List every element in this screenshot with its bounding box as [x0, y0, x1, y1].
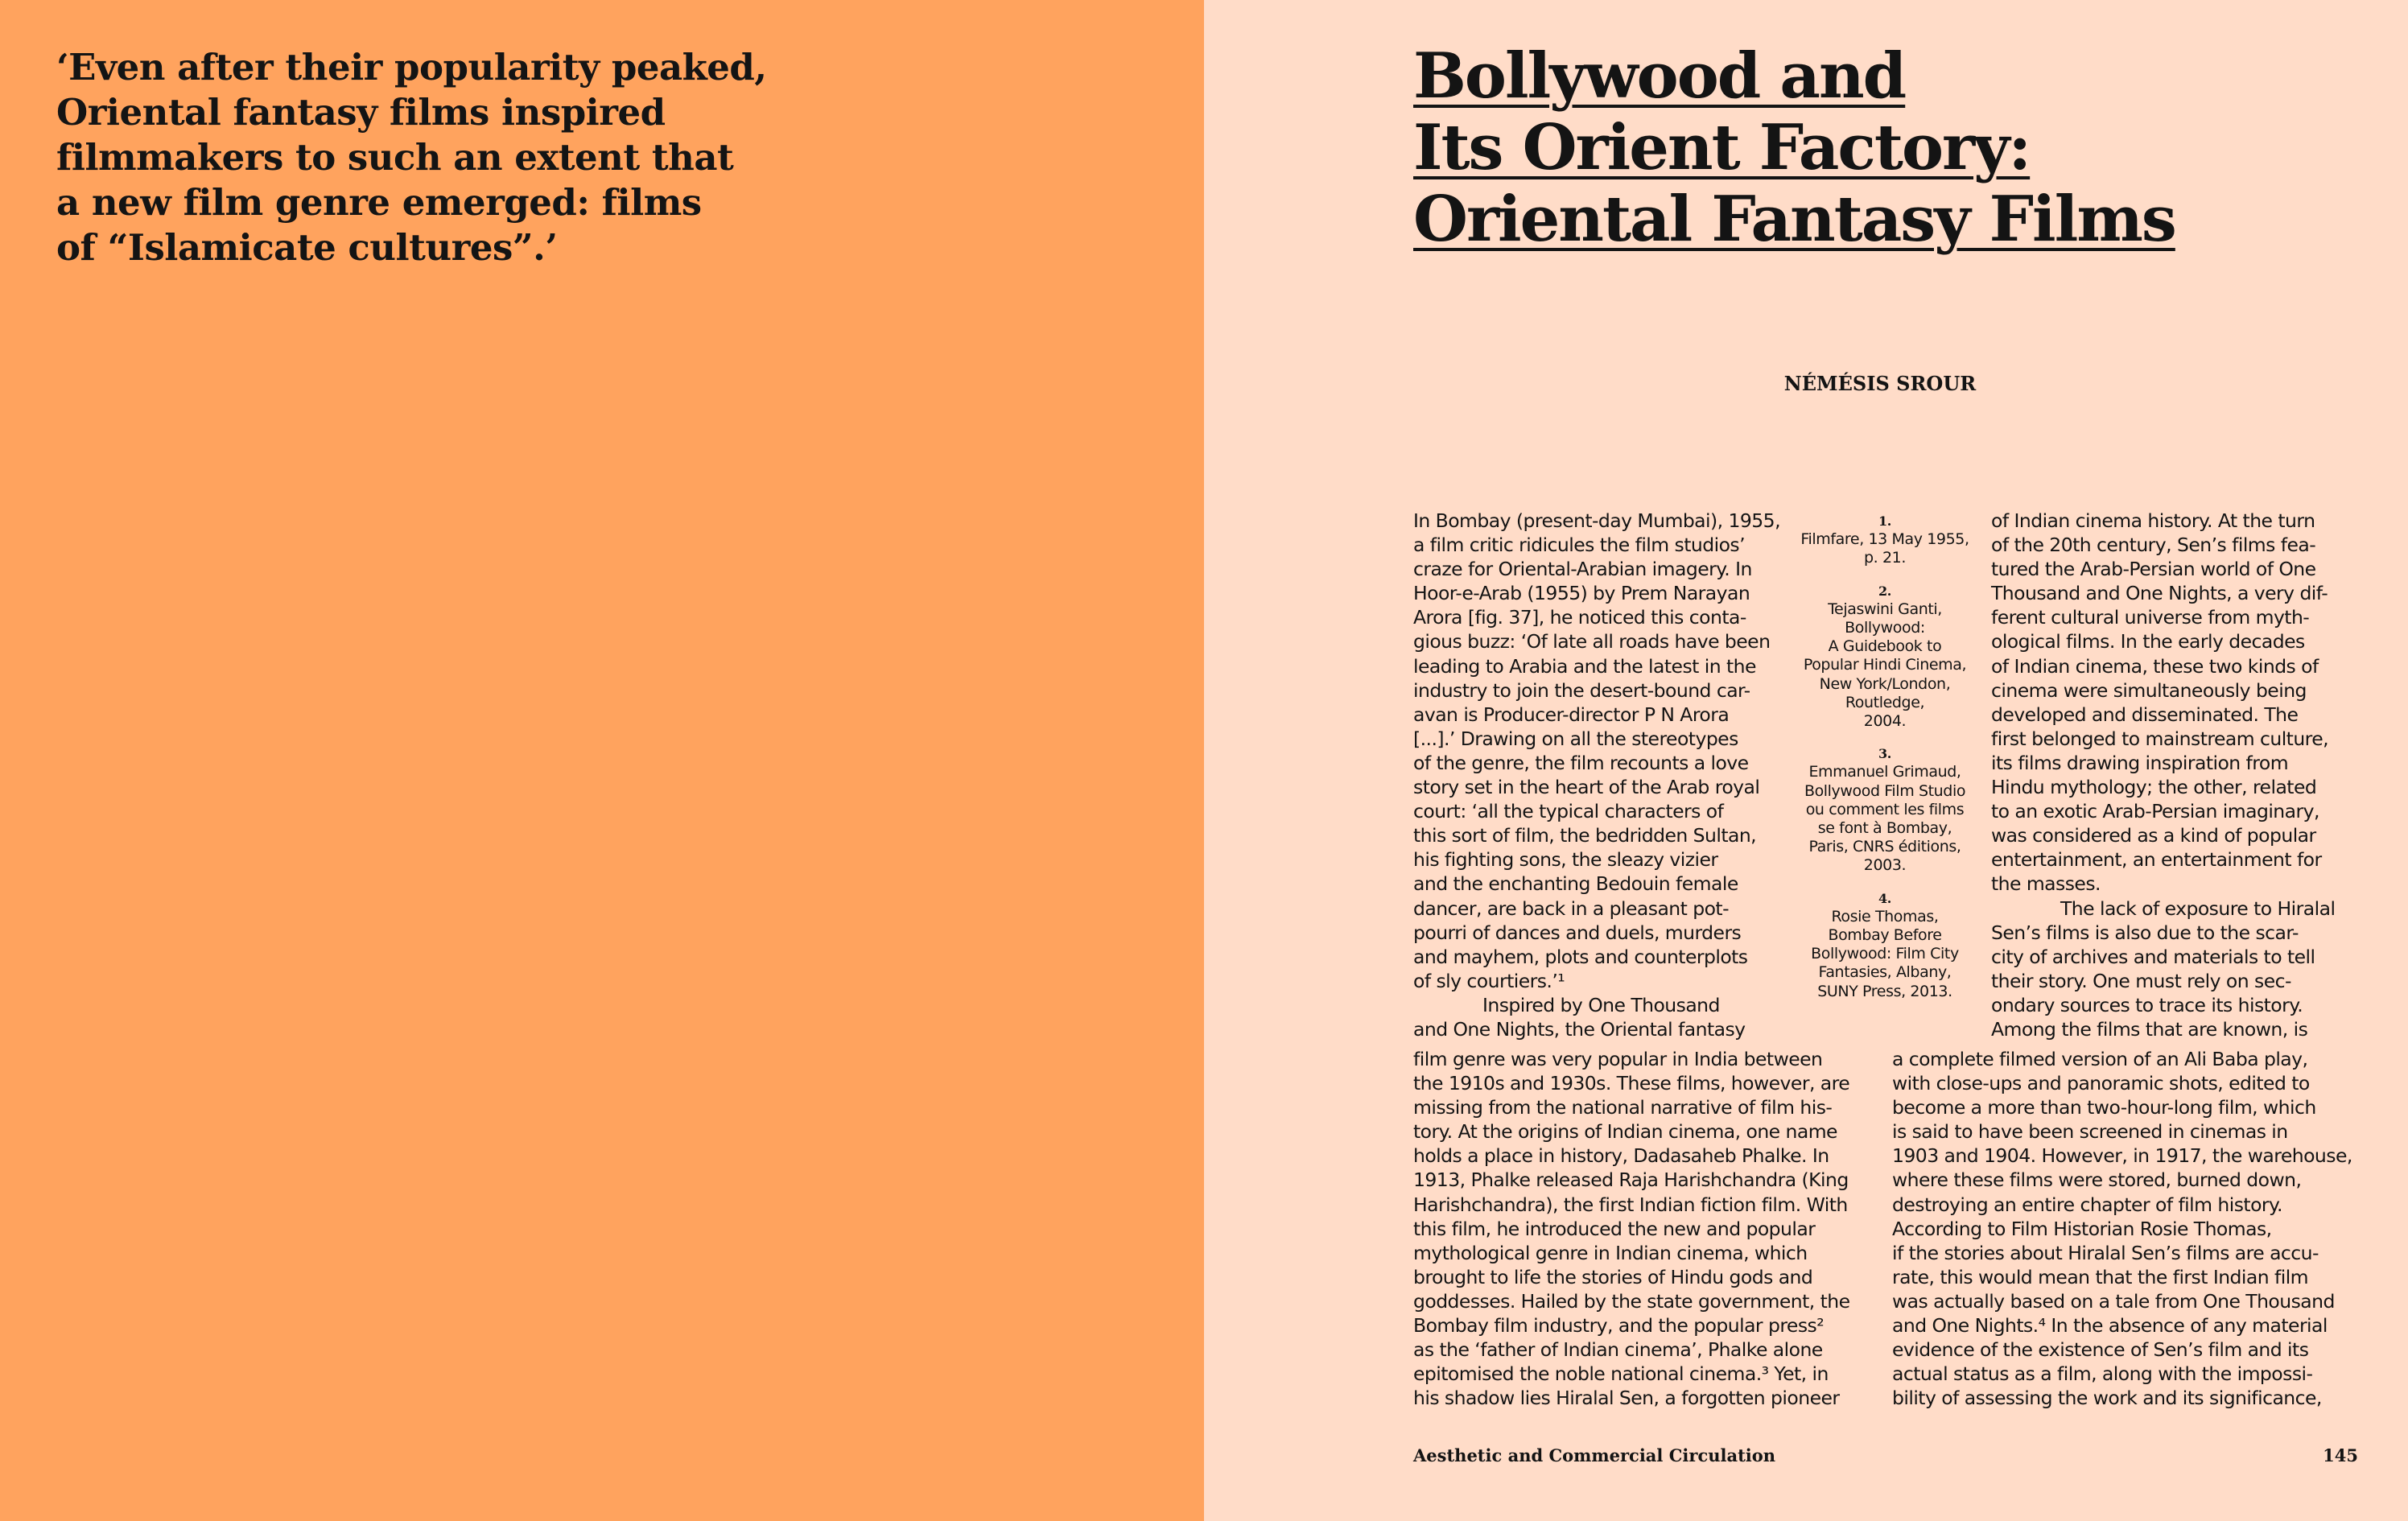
text-line: cinema were simultaneously being: [1991, 678, 2307, 702]
text-line: of Indian cinema history. At the turn: [1991, 509, 2315, 532]
pull-quote-line: filmmakers to such an extent that: [56, 136, 734, 179]
footnote-number: 1.: [1878, 513, 1891, 529]
text-line: and One Nights, the Oriental fantasy: [1413, 1017, 1746, 1041]
footnotes-column: [1790, 512, 1980, 1015]
footnote-line: Bollywood: Film City: [1811, 945, 1959, 963]
article-title: [1413, 40, 2299, 255]
text-line: craze for Oriental-Arabian imagery. In: [1413, 558, 1752, 581]
text-line: Inspired by One Thousand: [1482, 993, 1720, 1016]
text-line: first belonged to mainstream culture,: [1991, 727, 2329, 750]
text-line: goddesses. Hailed by the state government, the: [1413, 1289, 1850, 1313]
text-line: brought to life the stories of Hindu gods and: [1413, 1265, 1813, 1288]
text-line: Sen’s films is also due to the scar-: [1991, 921, 2299, 944]
text-line: actual status as a film, along with the impossi-: [1892, 1362, 2313, 1386]
footnote: [1790, 744, 1980, 875]
text-line: Hoor-e-Arab (1955) by Prem Narayan: [1413, 582, 1750, 605]
text-line: was considered as a kind of popular: [1991, 824, 2316, 847]
footnote-line: 2003.: [1863, 856, 1907, 875]
footnote-line: Bombay Before: [1828, 926, 1942, 945]
text-line: [...].’ Drawing on all the stereotypes: [1413, 727, 1738, 750]
text-line: of the genre, the film recounts a love: [1413, 751, 1749, 774]
text-line: According to Film Historian Rosie Thomas,: [1892, 1217, 2272, 1240]
footnote-line: Fantasies, Albany,: [1818, 963, 1952, 982]
text-line: industry to join the desert-bound car-: [1413, 678, 1750, 702]
text-line: pourri of dances and duels, murders: [1413, 921, 1742, 944]
footnote: [1790, 582, 1980, 732]
title-line: Bollywood and: [1413, 39, 1906, 113]
text-line: court: ‘all the typical characters of: [1413, 800, 1724, 823]
text-line: In Bombay (present-day Mumbai), 1955,: [1413, 509, 1780, 532]
footnote-line: SUNY Press, 2013.: [1817, 982, 1952, 1000]
footnote-line: Popular Hindi Cinema,: [1803, 656, 1967, 674]
text-line: Bombay film industry, and the popular press²: [1413, 1314, 1825, 1338]
footnote-line: New York/London,: [1819, 674, 1951, 693]
text-line: The lack of exposure to Hiralal: [2060, 897, 2336, 920]
title-line: Oriental Fantasy Films: [1413, 183, 2175, 256]
text-line: rate, this would mean that the first Indian film: [1892, 1265, 2309, 1288]
text-line: the 1910s and 1930s. These films, however, are: [1413, 1072, 1850, 1095]
footnote-line: Tejaswini Ganti,: [1828, 600, 1942, 618]
footnote-number: 3.: [1878, 746, 1891, 762]
text-line: and the enchanting Bedouin female: [1413, 872, 1738, 896]
text-line: leading to Arabia and the latest in the: [1413, 654, 1756, 678]
text-line: ferent cultural universe from myth-: [1991, 606, 2310, 629]
text-line: tured the Arab-Persian world of One: [1991, 558, 2316, 581]
footnote-line: A Guidebook to: [1828, 637, 1942, 656]
footnote-number: 4.: [1878, 890, 1891, 906]
text-line: his fighting sons, the sleazy vizier: [1413, 848, 1718, 872]
text-line: the masses.: [1991, 872, 2101, 896]
text-line: as the ‘father of Indian cinema’, Phalke alone: [1413, 1338, 1823, 1362]
text-line: of sly courtiers.’¹: [1413, 969, 1565, 992]
text-line: evidence of the existence of Sen’s film and its: [1892, 1338, 2309, 1362]
pull-quote-line: ‘Even after their popularity peaked,: [56, 46, 767, 89]
text-line: mythological genre in Indian cinema, which: [1413, 1241, 1808, 1264]
text-line: 1913, Phalke released Raja Harishchandra (King: [1413, 1169, 1849, 1192]
text-line: 1903 and 1904. However, in 1917, the warehouse,: [1892, 1144, 2352, 1168]
text-line: entertainment, an entertainment for: [1991, 848, 2322, 872]
body-column-left-lower: [1413, 1047, 1850, 1410]
text-line: story set in the heart of the Arab royal: [1413, 776, 1760, 799]
body-column-right: [1991, 509, 2335, 1041]
footnote: [1790, 512, 1980, 568]
pull-quote: [56, 45, 781, 270]
text-line: and mayhem, plots and counterplots: [1413, 945, 1748, 968]
footnote-line: Paris, CNRS éditions,: [1808, 838, 1961, 856]
text-line: ondary sources to trace its history.: [1991, 993, 2303, 1016]
text-line: Hindu mythology; the other, related: [1991, 776, 2317, 799]
footnote-line: Rosie Thomas,: [1831, 907, 1939, 925]
text-line: developed and disseminated. The: [1991, 703, 2299, 726]
text-line: his shadow lies Hiralal Sen, a forgotten pioneer: [1413, 1387, 1840, 1410]
body-column-right-lower: [1892, 1047, 2352, 1410]
text-line: of Indian cinema, these two kinds of: [1991, 654, 2319, 678]
text-line: to an exotic Arab-Persian imaginary,: [1991, 800, 2319, 823]
text-line: their story. One must rely on sec-: [1991, 969, 2291, 992]
text-line: missing from the national narrative of film his-: [1413, 1096, 1833, 1119]
pull-quote-line: Oriental fantasy films inspired: [56, 91, 666, 134]
footnote: [1790, 889, 1980, 1001]
pull-quote-line: of “Islamicate cultures”.’: [56, 226, 558, 269]
text-line: was actually based on a tale from One Thousand: [1892, 1289, 2335, 1313]
text-line: of the 20th century, Sen’s films fea-: [1991, 534, 2316, 557]
footnote-number: 2.: [1878, 583, 1891, 599]
footnote-line: Bollywood Film Studio: [1804, 781, 1966, 800]
text-line: Among the films that are known, is: [1991, 1017, 2308, 1041]
body-column-left: [1413, 509, 1780, 1041]
footnote-line: 2004.: [1863, 712, 1907, 731]
text-line: a film critic ridicules the film studios’: [1413, 534, 1746, 557]
text-line: where these films were stored, burned down,: [1892, 1169, 2302, 1192]
text-line: Arora [fig. 37], he noticed this conta-: [1413, 606, 1746, 629]
text-line: a complete filmed version of an Ali Baba play,: [1892, 1048, 2308, 1070]
footnote-line: Routledge,: [1845, 693, 1925, 711]
text-line: and One Nights.⁴ In the absence of any material: [1892, 1314, 2328, 1338]
text-line: dancer, are back in a pleasant pot-: [1413, 897, 1730, 920]
footnote-line: se font à Bombay,: [1817, 819, 1952, 838]
title-line: Its Orient Factory:: [1413, 111, 2031, 184]
footnote-line: Bollywood:: [1845, 619, 1925, 637]
text-line: its films drawing inspiration from: [1991, 751, 2289, 774]
text-line: Thousand and One Nights, a very dif-: [1991, 582, 2328, 605]
text-line: is said to have been screened in cinemas in: [1892, 1120, 2288, 1144]
text-line: avan is Producer-director P N Arora: [1413, 703, 1730, 726]
running-footer-section: Aesthetic and Commercial Circulation: [1413, 1445, 1776, 1465]
text-line: become a more than two-hour-long film, which: [1892, 1096, 2316, 1119]
text-line: city of archives and materials to tell: [1991, 945, 2315, 968]
footnote-line: Filmfare, 13 May 1955,: [1800, 530, 1969, 549]
text-line: gious buzz: ‘Of late all roads have been: [1413, 630, 1771, 653]
text-line: with close-ups and panoramic shots, edited to: [1892, 1072, 2310, 1095]
footnote-line: Emmanuel Grimaud,: [1808, 763, 1961, 781]
text-line: tory. At the origins of Indian cinema, one name: [1413, 1120, 1837, 1144]
text-line: epitomised the noble national cinema.³ Yet, in: [1413, 1362, 1829, 1386]
text-line: this film, he introduced the new and popular: [1413, 1217, 1816, 1240]
text-line: holds a place in history, Dadasaheb Phalke. In: [1413, 1144, 1829, 1168]
text-line: ological films. In the early decades: [1991, 630, 2305, 653]
footnote-line: ou comment les films: [1805, 800, 1965, 818]
text-line: film genre was very popular in India between: [1413, 1048, 1823, 1070]
author-byline: NÉMÉSIS SROUR: [1783, 372, 1977, 395]
footnote-line: p. 21.: [1864, 549, 1906, 567]
text-line: destroying an entire chapter of film history.: [1892, 1193, 2282, 1216]
page-number: 145: [2323, 1445, 2358, 1465]
text-line: Harishchandra), the first Indian fiction film. With: [1413, 1193, 1848, 1216]
text-line: bility of assessing the work and its significance,: [1892, 1387, 2322, 1410]
text-line: this sort of film, the bedridden Sultan,: [1413, 824, 1757, 847]
pull-quote-line: a new film genre emerged: films: [56, 181, 702, 224]
text-line: if the stories about Hiralal Sen’s films are accu-: [1892, 1241, 2319, 1264]
